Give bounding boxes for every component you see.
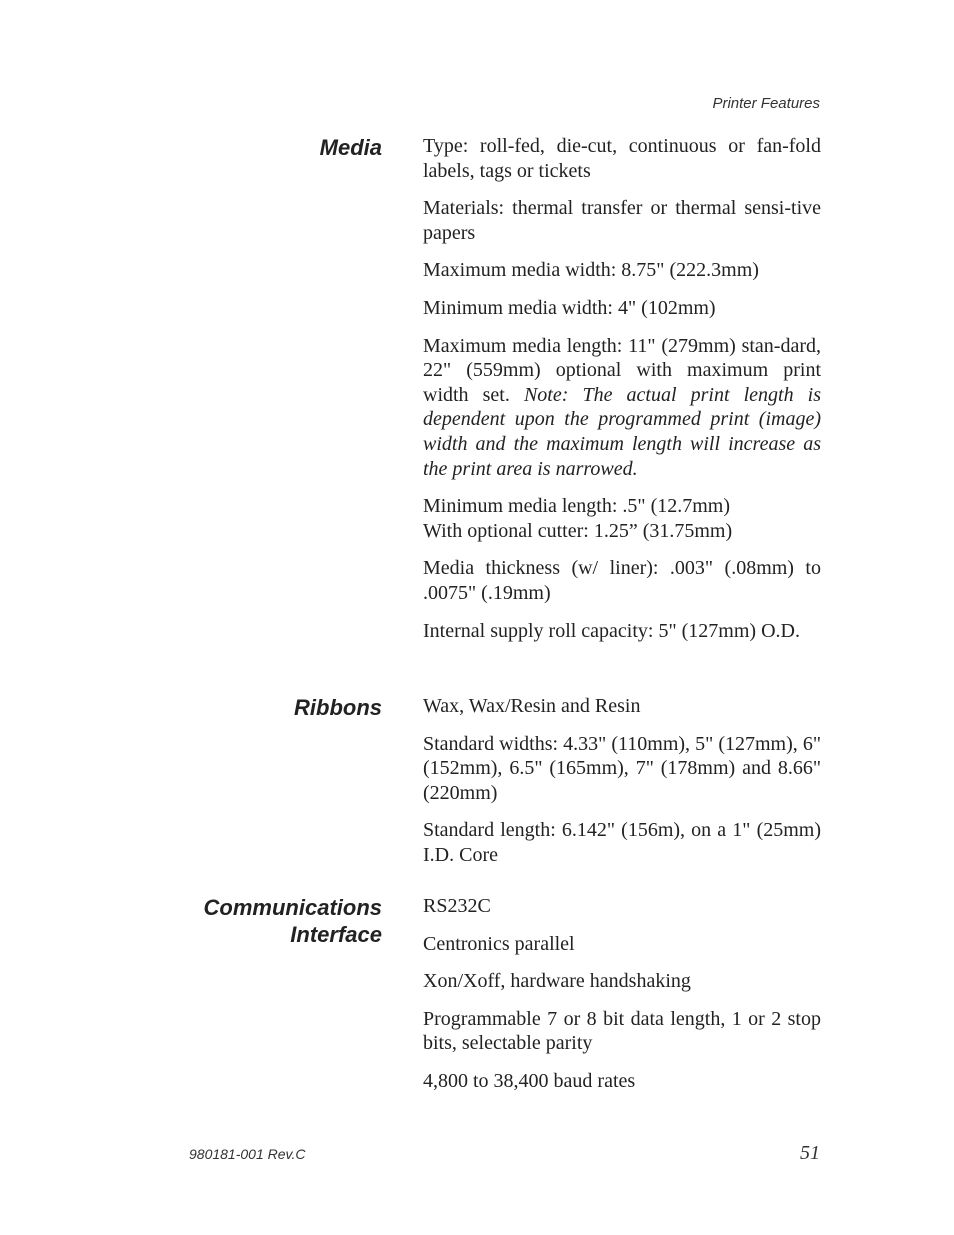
media-roll-capacity: Internal supply roll capacity: 5" (127mm) O.D. [423,619,800,642]
media-type: Type: roll-fed, die-cut, continuous or fan-fold labels, tags or tickets [423,135,821,182]
media-min-width: Minimum media width: 4" (102mm) [423,296,716,319]
media-min-length-line1: Minimum media length: .5" (12.7mm) [423,495,731,518]
section-label-media: Media [319,135,382,160]
section-label-communications [204,894,382,948]
comm-handshaking: Xon/Xoff, hardware handshaking [423,970,691,993]
section-body-ribbons [423,694,821,868]
running-header: Printer Features [712,95,820,112]
section-label-ribbons: Ribbons [294,695,382,720]
media-materials: Materials: thermal transfer or thermal sensi-tive papers [423,197,821,244]
footer-page-number: 51 [800,1142,820,1164]
ribbon-widths: Standard widths: 4.33" (110mm), 5" (127mm), 6" (152mm), 6.5" (165mm), 7" (178mm) and 8.66" (220mm) [423,732,821,804]
footer-doc-number: 980181-001 Rev.C [189,1146,306,1162]
media-max-width: Maximum media width: 8.75" (222.3mm) [423,259,759,282]
media-min-length-line2: With optional cutter: 1.25” (31.75mm) [423,519,733,542]
media-min-length [423,494,821,543]
section-body-communications [423,894,821,1094]
comm-rs232c: RS232C [423,895,491,917]
media-thickness: Media thickness (w/ liner): .003" (.08mm) to .0075" (.19mm) [423,557,821,604]
comm-baud-rates: 4,800 to 38,400 baud rates [423,1069,636,1092]
section-label-line1: Communications [203,895,382,920]
comm-data-length: Programmable 7 or 8 bit data length, 1 or 2 stop bits, selectable parity [423,1007,821,1055]
section-label-line2: Interface [290,922,382,947]
comm-centronics: Centronics parallel [423,932,575,955]
media-max-length-text: Maximum media length: 11" (279mm) stan-dard, 22" (559mm) optional with maximum print width set. [423,334,821,406]
ribbon-length: Standard length: 6.142" (156m), on a 1" (25mm) I.D. Core [423,819,821,866]
media-max-length [423,334,821,482]
media-max-length-note: Note: The actual print length is dependent upon the programmed print (image) width and the maximum length will increase as the print area is narrowed. [423,383,822,480]
section-body-media [423,134,821,643]
ribbon-types: Wax, Wax/Resin and Resin [423,695,641,717]
